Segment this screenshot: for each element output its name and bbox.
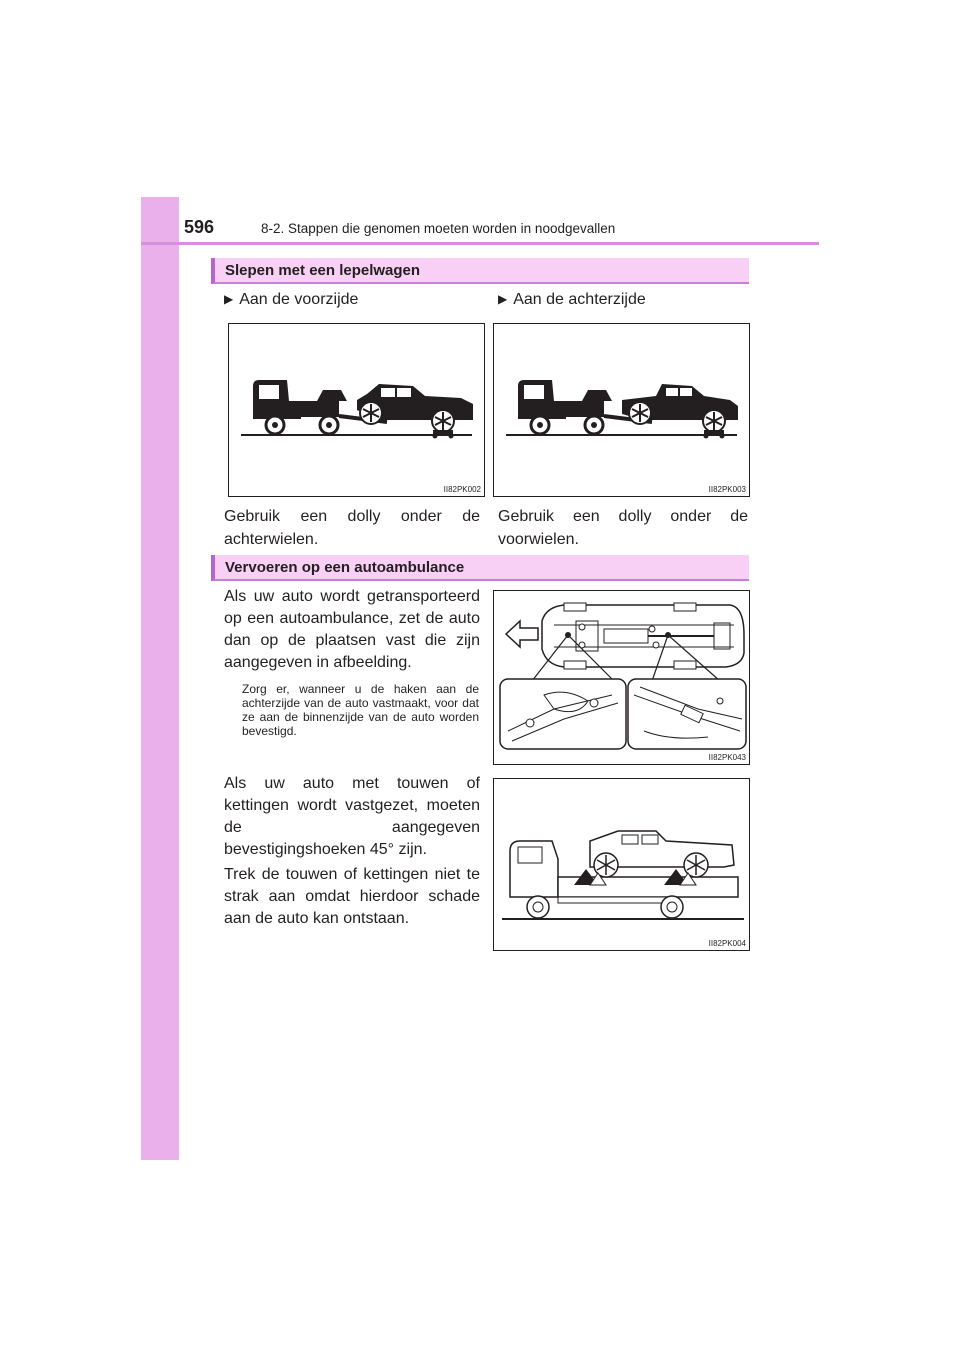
header-rule bbox=[141, 242, 819, 245]
subheading-label: Aan de voorzijde bbox=[239, 291, 359, 308]
figure-code: II82PK004 bbox=[708, 939, 746, 948]
paragraph-angles: Als uw auto met touwen of kettingen wordt vastgezet, moeten de aangegeven bevestigingshoeken 45° zijn. bbox=[224, 775, 480, 858]
section-heading-tow-truck bbox=[211, 258, 749, 284]
caption-rear: Gebruik een dolly onder de voorwielen. bbox=[498, 508, 748, 548]
page-number: 596 bbox=[184, 217, 215, 237]
chassis-illustration bbox=[494, 591, 750, 765]
caption-front: Gebruik een dolly onder de achterwielen. bbox=[224, 508, 480, 548]
triangle-right-icon: ▶ bbox=[224, 292, 234, 306]
figure-rear-tow bbox=[493, 323, 750, 497]
figure-car-carrier bbox=[493, 778, 750, 951]
tow-truck-front-illustration bbox=[229, 324, 485, 497]
triangle-right-icon: ▶ bbox=[498, 292, 508, 306]
tow-truck-rear-illustration bbox=[494, 324, 750, 497]
section-title: Vervoeren op een autoambulance bbox=[225, 559, 465, 576]
figure-code: II82PK043 bbox=[708, 753, 746, 762]
paragraph-tension: Trek de touwen of kettingen niet te strak aan omdat hierdoor schade aan de auto kan ontstaan. bbox=[224, 866, 480, 927]
note-hooks: Zorg er, wanneer u de haken aan de achterzijde van de auto vastmaakt, voor dat ze aan de binnenzijde van de auto worden bevestigd. bbox=[242, 682, 479, 738]
car-carrier-illustration bbox=[494, 779, 750, 951]
subheading-front bbox=[224, 291, 358, 309]
figure-code: II82PK003 bbox=[708, 485, 746, 494]
section-heading-carrier bbox=[211, 555, 749, 581]
paragraph-transport: Als uw auto wordt getransporteerd op een autoambulance, zet de auto dan op de plaatsen vast die zijn aangegeven in afbeelding. bbox=[224, 588, 480, 671]
chapter-title: 8-2. Stappen die genomen moeten worden in noodgevallen bbox=[261, 221, 616, 236]
subheading-label: Aan de achterzijde bbox=[513, 291, 646, 308]
figure-front-tow bbox=[228, 323, 485, 497]
side-band bbox=[141, 197, 179, 1160]
subheading-rear bbox=[498, 291, 646, 309]
section-title: Slepen met een lepelwagen bbox=[225, 262, 421, 279]
figure-tie-down-points bbox=[493, 590, 750, 765]
figure-code: II82PK002 bbox=[443, 485, 481, 494]
